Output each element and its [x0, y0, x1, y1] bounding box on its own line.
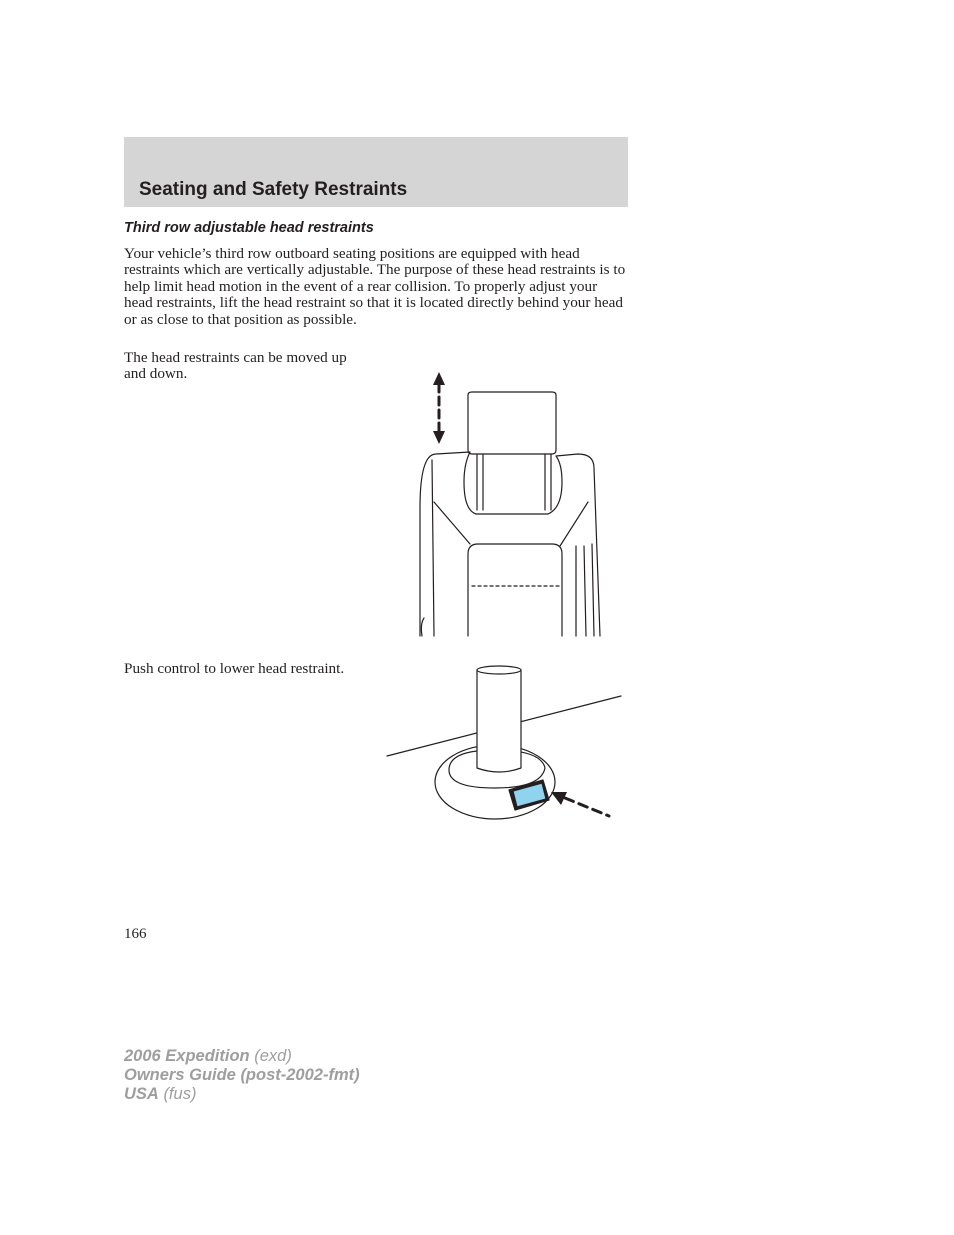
- push-arrow-icon: [551, 792, 609, 816]
- move-instruction-paragraph: The head restraints can be moved up and down.: [124, 349, 347, 383]
- footer-market: USA: [124, 1085, 159, 1103]
- page-number: 166: [124, 926, 147, 942]
- footer-guide: Owners Guide (post-2002-fmt): [124, 1066, 360, 1084]
- lower-instruction-paragraph: Push control to lower head restraint.: [124, 660, 345, 677]
- section-title: Seating and Safety Restraints: [139, 179, 408, 200]
- intro-paragraph: Your vehicle’s third row outboard seating positions are equipped with head restraints which are vertically adjustable. The purpose of these head restraints is to help limit head motion in the event of a rear collision. To properly adjust your head restraints, lift the head restraint so that it is located directly behind your head or as close to that position as possible.: [124, 245, 626, 328]
- subsection-heading: Third row adjustable head restraints: [124, 220, 374, 236]
- footer-model-code: (exd): [254, 1047, 292, 1065]
- footer-model: 2006 Expedition: [124, 1047, 250, 1065]
- seat-headrest-illustration: [410, 368, 610, 638]
- up-down-arrow-icon: [433, 372, 445, 444]
- footer-market-code: (fus): [163, 1085, 197, 1103]
- section-header-band: [124, 137, 628, 207]
- headrest-post-control-illustration: [385, 662, 625, 822]
- document-footer: [124, 1047, 360, 1104]
